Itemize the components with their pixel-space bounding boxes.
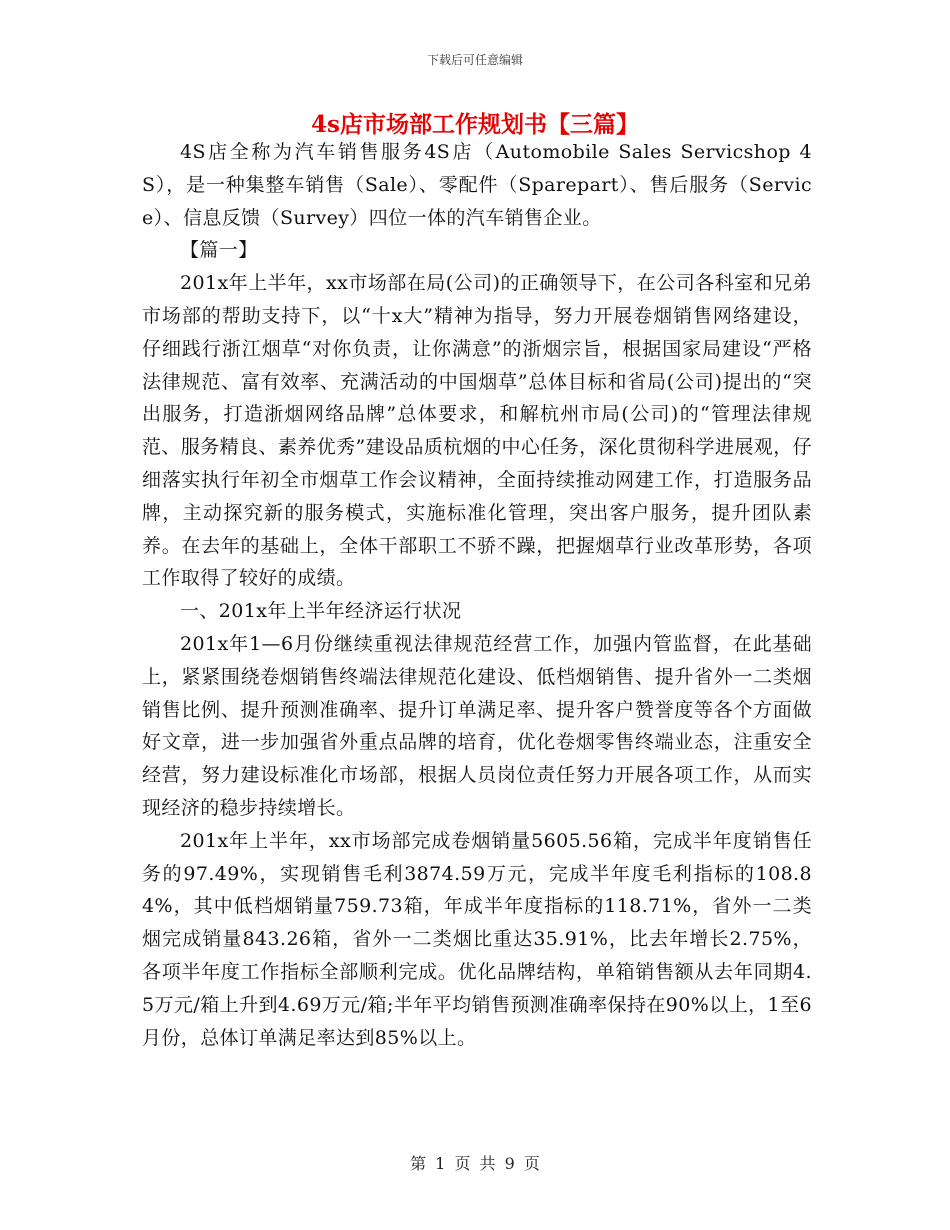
document-body [142, 136, 812, 1054]
page-header: 下载后可任意编辑 [426, 53, 523, 67]
results-paragraph: 201x年上半年，xx市场部完成卷烟销量5605.56箱，完成半年度销售任务的97.49%，实现销售毛利3874.59万元，完成半年度毛利指标的108.84%，其中低档烟销量759.73箱，年成半年度指标的118.71%，省外一二类烟完成销量843.26箱，省外一二类烟比重达35.91%，比去年增长2.75%，各项半年度工作指标全部顺利完成。优化品牌结构，单箱销售额从去年同期4.5万元/箱上升到4.69万元/箱;半年平均销售预测准确率保持在90%以上，1至6月份，总体订单满足率达到85%以上。 [142, 829, 812, 1049]
document-title: 4s店市场部工作规划书【三篇】 [311, 111, 639, 138]
operations-paragraph: 201x年1—6月份继续重视法律规范经营工作，加强内管监督，在此基础上，紧紧围绕卷烟销售终端法律规范化建设、低档烟销售、提升省外一二类烟销售比例、提升预测准确率、提升订单满足率、提升客户赞誉度等各个方面做好文章，进一步加强省外重点品牌的培育，优化卷烟零售终端业态，注重安全经营，努力建设标准化市场部，根据人员岗位责任努力开展各项工作，从而实现经济的稳步持续增长。 [142, 632, 812, 819]
page-number: 第 1 页 共 9 页 [410, 1154, 540, 1173]
section-heading-part-one: 【篇一】 [180, 239, 258, 262]
subsection-heading: 一、201x年上半年经济运行状况 [180, 600, 462, 623]
intro-paragraph: 4S店全称为汽车销售服务4S店（Automobile Sales Servicshop 4S），是一种集整车销售（Sale）、零配件（Sparepart）、售后服务（Service）、信息反馈（Survey）四位一体的汽车销售企业。 [142, 141, 812, 229]
summary-paragraph: 201x年上半年，xx市场部在局(公司)的正确领导下，在公司各科室和兄弟市场部的帮助支持下，以“十x大”精神为指导，努力开展卷烟销售网络建设，仔细践行浙江烟草“对你负责，让你满意”的浙烟宗旨，根据国家局建设“严格法律规范、富有效率、充满活动的中国烟草”总体目标和省局(公司)提出的“突出服务，打造浙烟网络品牌”总体要求，和解杭州市局(公司)的“管理法律规范、服务精良、素养优秀”建设品质杭烟的中心任务，深化贯彻科学进展观，仔细落实执行年初全市烟草工作会议精神，全面持续推动网建工作，打造服务品牌，主动探究新的服务模式，实施标准化管理，突出客户服务，提升团队素养。在去年的基础上，全体干部职工不骄不躁，把握烟草行业改革形势，各项工作取得了较好的成绩。 [142, 272, 812, 590]
